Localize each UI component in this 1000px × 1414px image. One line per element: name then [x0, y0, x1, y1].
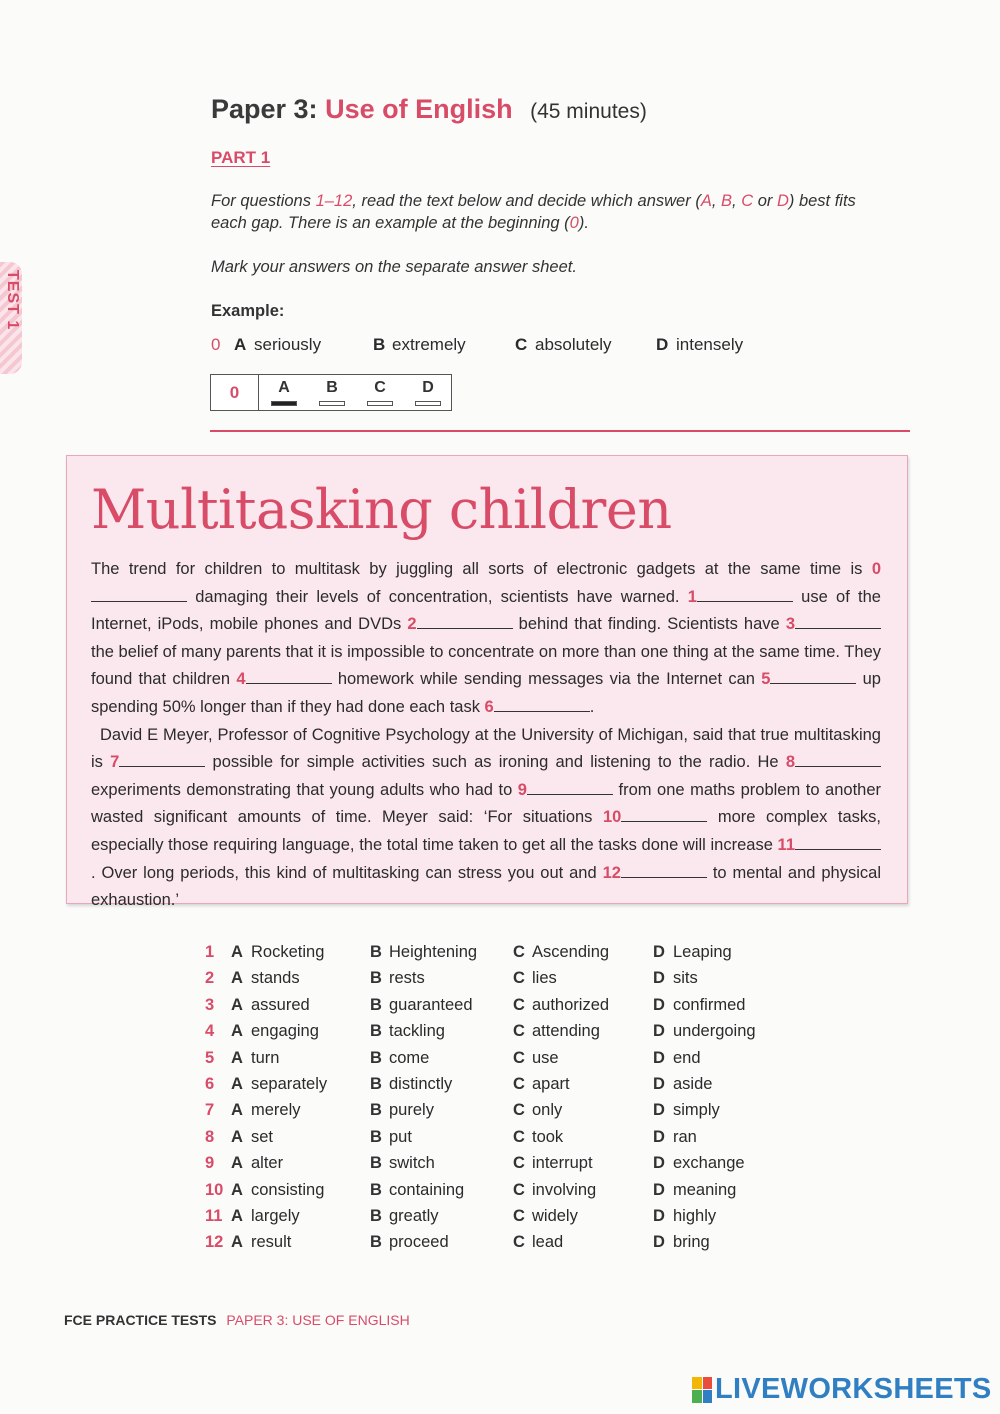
option-letter-c: C — [513, 1206, 525, 1225]
option-letter-a: A — [231, 1074, 243, 1093]
gap-blank-1[interactable] — [697, 588, 793, 602]
option-letter-c: C — [513, 1074, 525, 1093]
paragraph-2: David E Meyer, Professor of Cognitive Psychology at the University of Michigan, said that true multitasking is 7 possible for simple activities such as ironing and listening to the radio. He 8 experiments demonstrating that young adults who had to 9 from one maths problem to another wasted significant amounts of time. Meyer said: ‘For situations 10 more complex tasks, especially those requiring language, the total time taken to get all the tasks done will increase 11 . Over long periods, this kind of multitasking can stress you out and 12 to mental and physical exhaustion.’ — [91, 725, 881, 910]
example-option-a: seriously — [254, 335, 322, 354]
example-label: Example: — [211, 302, 285, 320]
side-tab-label: TEST 1 — [4, 270, 21, 331]
option-d[interactable]: simply — [673, 1101, 720, 1120]
test-side-tab — [0, 262, 22, 374]
gap-blank-6[interactable] — [494, 698, 590, 712]
option-a[interactable]: assured — [251, 995, 310, 1014]
option-letter-a: A — [231, 1233, 243, 1252]
option-a[interactable]: separately — [251, 1074, 328, 1093]
option-letter-d: D — [653, 1180, 665, 1199]
option-letter-b: B — [370, 1206, 382, 1225]
gap-number-7: 7 — [110, 753, 120, 772]
paper-subject: Use of English — [325, 94, 513, 124]
question-number: 9 — [205, 1154, 215, 1173]
option-c[interactable]: lies — [532, 969, 557, 988]
option-letter-b: B — [370, 1074, 382, 1093]
option-letter-c: C — [513, 1022, 525, 1041]
option-d[interactable]: aside — [673, 1074, 713, 1093]
option-letter-b: B — [370, 1233, 382, 1252]
option-letter-d: D — [653, 969, 665, 988]
option-d[interactable]: bring — [673, 1233, 710, 1252]
option-letter-d: D — [653, 1127, 665, 1146]
example-letter-a: A — [234, 335, 247, 354]
option-letter-b: B — [370, 995, 382, 1014]
option-letter-d: D — [653, 1074, 665, 1093]
footer-section: PAPER 3: USE OF ENGLISH — [226, 1312, 410, 1328]
option-c[interactable]: interrupt — [532, 1154, 593, 1173]
gap-number-5: 5 — [761, 670, 771, 689]
option-letter-d: D — [653, 1101, 665, 1120]
question-number: 11 — [205, 1206, 223, 1225]
section-divider — [210, 430, 910, 432]
example-letter-c: C — [515, 335, 528, 354]
option-letter-c: C — [513, 1101, 525, 1120]
answer-cell-b: B — [326, 379, 338, 396]
gap-blank-9[interactable] — [527, 781, 613, 795]
answer-cell-a: A — [278, 379, 290, 396]
option-letter-a: A — [231, 969, 243, 988]
question-number: 7 — [205, 1101, 215, 1120]
option-b[interactable]: Heightening — [389, 943, 478, 961]
answer-mark-c — [367, 401, 393, 406]
gap-blank-0[interactable] — [91, 588, 187, 602]
option-letter-b: B — [370, 969, 382, 988]
option-b[interactable]: put — [389, 1127, 412, 1146]
liveworksheets-logo-icon — [692, 1377, 712, 1403]
question-number: 12 — [205, 1233, 224, 1252]
example-letter-d: D — [656, 335, 669, 354]
gap-number-4: 4 — [236, 670, 246, 689]
option-a[interactable]: turn — [251, 1048, 280, 1067]
example-answer-number: 0 — [211, 375, 259, 410]
brand-name: LIVEWORKSHEETS — [715, 1373, 992, 1405]
option-b[interactable]: come — [389, 1048, 430, 1067]
option-letter-b: B — [370, 1101, 382, 1120]
paper-duration: (45 minutes) — [530, 100, 647, 123]
option-a[interactable]: consisting — [251, 1180, 325, 1199]
option-d[interactable]: confirmed — [673, 995, 746, 1014]
gap-blank-12[interactable] — [621, 864, 707, 878]
option-a[interactable]: merely — [251, 1101, 301, 1120]
gap-number-12: 12 — [602, 863, 621, 882]
gap-number-2: 2 — [407, 615, 417, 634]
option-letter-a: A — [231, 1180, 243, 1199]
option-letter-d: D — [653, 1154, 665, 1173]
gap-number-0: 0 — [871, 560, 881, 578]
example-option-c: absolutely — [535, 335, 612, 354]
question-number: 3 — [205, 995, 215, 1014]
option-a[interactable]: stands — [251, 969, 300, 988]
option-b[interactable]: rests — [389, 969, 425, 988]
answer-sheet-instruction: Mark your answers on the separate answer sheet. — [211, 258, 577, 276]
option-a[interactable]: engaging — [251, 1022, 319, 1041]
question-number: 10 — [205, 1180, 224, 1199]
example-option-b: extremely — [392, 335, 466, 354]
option-letter-b: B — [370, 1154, 382, 1173]
option-b[interactable]: switch — [389, 1154, 435, 1173]
answer-mark-d — [415, 401, 441, 406]
paper-number: Paper 3: — [211, 94, 318, 124]
option-b[interactable]: distinctly — [389, 1074, 453, 1093]
option-c[interactable]: only — [532, 1101, 563, 1120]
option-b[interactable]: tackling — [389, 1022, 445, 1041]
option-letter-a: A — [231, 995, 243, 1014]
gap-number-8: 8 — [785, 753, 795, 772]
option-letter-d: D — [653, 943, 665, 961]
answer-mark-a — [271, 401, 297, 406]
option-d[interactable]: meaning — [673, 1180, 737, 1199]
gap-blank-11[interactable] — [795, 836, 881, 850]
gap-blank-4[interactable] — [246, 670, 332, 684]
gap-blank-2[interactable] — [417, 615, 513, 629]
option-letter-a: A — [231, 1022, 243, 1041]
question-number: 6 — [205, 1074, 215, 1093]
option-letter-b: B — [370, 1048, 382, 1067]
option-d[interactable]: sits — [673, 969, 698, 988]
gap-blank-7[interactable] — [119, 753, 205, 767]
liveworksheets-brand — [692, 1373, 992, 1406]
option-letter-b: B — [370, 1022, 382, 1041]
answer-cell-d: D — [422, 379, 434, 396]
option-b[interactable]: proceed — [389, 1233, 449, 1252]
option-letter-c: C — [513, 1048, 525, 1067]
option-letter-c: C — [513, 943, 525, 961]
option-c[interactable]: Ascending — [532, 943, 610, 961]
option-d[interactable]: ran — [673, 1127, 697, 1146]
gap-number-3: 3 — [785, 615, 795, 634]
option-letter-a: A — [231, 1101, 243, 1120]
option-letter-c: C — [513, 1154, 525, 1173]
question-number: 1 — [205, 943, 215, 961]
option-b[interactable]: containing — [389, 1180, 465, 1199]
gap-blank-8[interactable] — [795, 753, 881, 767]
option-d[interactable]: exchange — [673, 1154, 745, 1173]
option-letter-d: D — [653, 995, 665, 1014]
option-a[interactable]: set — [251, 1127, 274, 1146]
option-b[interactable]: guaranteed — [389, 995, 473, 1014]
option-letter-c: C — [513, 995, 525, 1014]
option-c[interactable]: took — [532, 1127, 564, 1146]
instructions: For questions 1–12, read the text below and decide which answer (A, B, C or D) best fits each gap. There is an example at the beginning (0). — [211, 192, 856, 232]
option-letter-a: A — [231, 1127, 243, 1146]
question-number: 8 — [205, 1127, 215, 1146]
example-option-d: intensely — [676, 335, 744, 354]
question-number: 2 — [205, 969, 215, 988]
gap-number-10: 10 — [602, 808, 622, 827]
option-b[interactable]: greatly — [389, 1206, 439, 1225]
option-a[interactable]: largely — [251, 1206, 300, 1225]
option-a[interactable]: Rocketing — [251, 943, 325, 961]
option-letter-c: C — [513, 1127, 525, 1146]
example-answer-box — [210, 374, 452, 411]
gap-number-6: 6 — [484, 697, 494, 716]
option-letter-a: A — [231, 1048, 243, 1067]
option-letter-c: C — [513, 1180, 525, 1199]
option-letter-b: B — [370, 943, 382, 961]
answer-mark-b — [319, 401, 345, 406]
part-heading: PART 1 — [211, 148, 271, 167]
reading-text-box — [66, 455, 908, 910]
option-b[interactable]: purely — [389, 1101, 434, 1120]
option-letter-a: A — [231, 1154, 243, 1173]
option-letter-b: B — [370, 1180, 382, 1199]
option-a[interactable]: alter — [251, 1154, 284, 1173]
page-title — [211, 94, 647, 125]
option-d[interactable]: Leaping — [673, 943, 732, 961]
option-d[interactable]: end — [673, 1048, 701, 1067]
option-letter-c: C — [513, 1233, 525, 1252]
question-number: 4 — [205, 1022, 215, 1041]
footer-series: FCE PRACTICE TESTS — [64, 1312, 217, 1328]
gap-number-9: 9 — [517, 780, 527, 799]
option-letter-d: D — [653, 1233, 665, 1252]
option-letter-b: B — [370, 1127, 382, 1146]
option-c[interactable]: involving — [532, 1180, 597, 1199]
option-d[interactable]: undergoing — [673, 1022, 756, 1041]
text-title: Multitasking children — [91, 478, 672, 541]
option-c[interactable]: use — [532, 1048, 559, 1067]
footer — [64, 1312, 410, 1328]
gap-number-1: 1 — [687, 587, 697, 606]
question-number: 5 — [205, 1048, 215, 1067]
option-c[interactable]: widely — [532, 1206, 578, 1225]
option-c[interactable]: attending — [532, 1022, 600, 1041]
paragraph-1: The trend for children to multitask by juggling all sorts of electronic gadgets at the same time is 0 damaging their levels of concentration, scientists have warned. 1 use of the Internet, iPods, mobile phones and DVDs 2 behind that finding. Scientists have 3 the belief of many parents that it is impossible to concentrate on more than one thing at the same time. They found that children 4 homework while sending messages via the Internet can 5 up spending 50% longer than if they had done each task 6 . — [91, 560, 881, 716]
gap-blank-10[interactable] — [621, 808, 707, 822]
example-number: 0 — [211, 335, 221, 354]
answer-cell-c: C — [374, 379, 386, 396]
option-letter-d: D — [653, 1022, 665, 1041]
option-letter-a: A — [231, 1206, 243, 1225]
option-c[interactable]: apart — [532, 1074, 570, 1093]
passage — [91, 556, 881, 915]
gap-blank-5[interactable] — [770, 670, 856, 684]
option-letter-c: C — [513, 969, 525, 988]
example-letter-b: B — [373, 335, 386, 354]
option-c[interactable]: lead — [532, 1233, 564, 1252]
option-letter-d: D — [653, 1048, 665, 1067]
option-a[interactable]: result — [251, 1233, 292, 1252]
option-letter-d: D — [653, 1206, 665, 1225]
option-c[interactable]: authorized — [532, 995, 610, 1014]
gap-number-11: 11 — [777, 835, 795, 854]
option-d[interactable]: highly — [673, 1206, 717, 1225]
option-letter-a: A — [231, 943, 243, 961]
gap-blank-3[interactable] — [795, 615, 881, 629]
